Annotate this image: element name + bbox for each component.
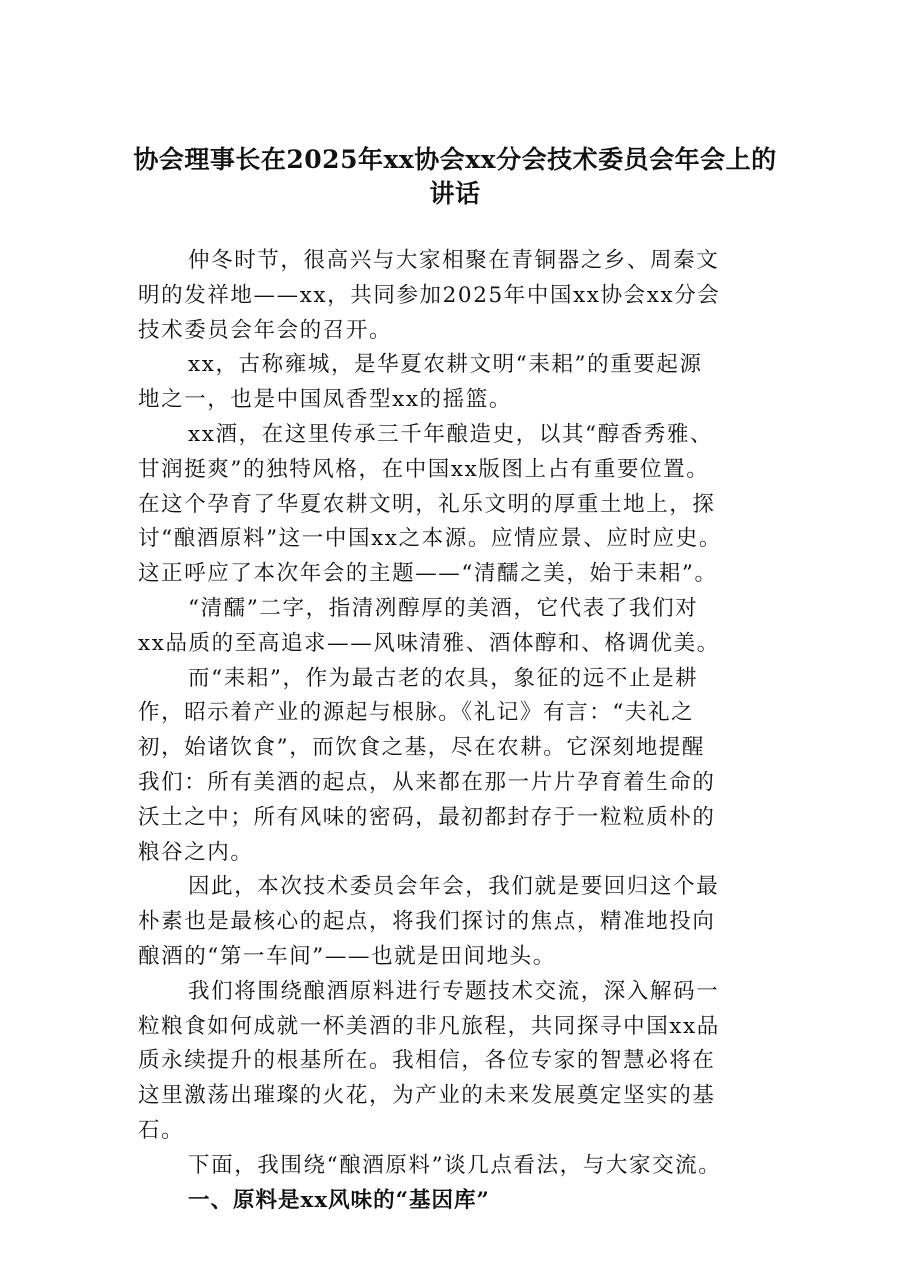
paragraph-line: 粒粮食如何成就一杯美酒的非凡旅程，共同探寻中国xx品 [138, 1013, 720, 1039]
paragraph-line: 这里激荡出璀璨的火花，为产业的未来发展奠定坚实的基 [138, 1083, 716, 1109]
title-line: 讲话 [429, 179, 481, 208]
paragraph-line: 技术委员会年会的召开。 [138, 317, 393, 343]
paragraph-line: 在这个孕育了华夏农耕文明，礼乐文明的厚重土地上，探 [138, 491, 716, 517]
paragraph-line: 这正呼应了本次年会的主题——“清醹之美，始于耒耜”。 [138, 561, 718, 587]
paragraph-line: 而“耒耜”，作为最古老的农具，象征的远不止是耕 [188, 665, 699, 691]
paragraph-line: 我们：所有美酒的起点，从来都在那一片片孕育着生命的 [138, 769, 716, 795]
paragraph-line: 明的发祥地——xx，共同参加2025年中国xx协会xx分会 [138, 282, 721, 308]
paragraph-line: xx品质的至高追求——风味清雅、酒体醇和、格调优美。 [138, 630, 720, 656]
paragraph-line: 初，始诸饮食”，而饮食之基，尽在农耕。它深刻地提醒 [138, 735, 705, 761]
title-line: 协会理事长在2025年xx协会xx分会技术委员会年会上的 [133, 145, 777, 174]
paragraph-line: 讨“酿酒原料”这一中国xx之本源。应情应景、应时应史。 [138, 526, 722, 552]
paragraph-line: xx，古称雍城，是华夏农耕文明“耒耜”的重要起源 [188, 352, 703, 378]
paragraph-line: 朴素也是最核心的起点，将我们探讨的焦点，精准地投向 [138, 909, 716, 935]
paragraph-line: 因此，本次技术委员会年会，我们就是要回归这个最 [188, 874, 720, 900]
paragraph [138, 418, 778, 592]
paragraph-line: 粮谷之内。 [138, 839, 254, 865]
paragraph-line: 地之一，也是中国凤香型xx的摇篮。 [138, 387, 512, 413]
paragraph-line: 质永续提升的根基所在。我相信，各位专家的智慧必将在 [138, 1048, 716, 1074]
paragraph-line: 沃土之中；所有风味的密码，最初都封存于一粒粒质朴的 [138, 804, 716, 830]
paragraph-line: 我们将围绕酿酒原料进行专题技术交流，深入解码一 [188, 978, 720, 1004]
paragraph-line: 下面，我围绕“酿酒原料”谈几点看法，与大家交流。 [188, 1152, 722, 1178]
paragraph [138, 662, 778, 871]
paragraph-line: 仲冬时节，很高兴与大家相聚在青铜器之乡、周秦文 [188, 248, 720, 273]
paragraph [138, 975, 778, 1149]
paragraph [138, 870, 778, 974]
section-heading-text: 一、原料是xx风味的“基因库” [188, 1187, 490, 1213]
paragraph [138, 1149, 778, 1184]
paragraph-line: xx酒，在这里传承三千年酿造史，以其“醇香秀雅、 [188, 421, 714, 447]
document-body [138, 244, 778, 1218]
paragraph-line: 作，昭示着产业的源起与根脉。《礼记》有言：“夫礼之 [138, 700, 695, 726]
paragraph [138, 348, 778, 418]
paragraph-line: 酿酒的“第一车间”——也就是田间地头。 [138, 943, 556, 969]
paragraph-line: 石。 [138, 1117, 185, 1143]
paragraph-line: “清醹”二字，指清冽醇厚的美酒，它代表了我们对 [188, 595, 699, 621]
paragraph [138, 244, 778, 348]
section-heading [138, 1184, 778, 1219]
paragraph-line: 甘润挺爽”的独特风格，在中国xx版图上占有重要位置。 [138, 456, 710, 482]
document-title [120, 143, 790, 211]
paragraph [138, 592, 778, 662]
